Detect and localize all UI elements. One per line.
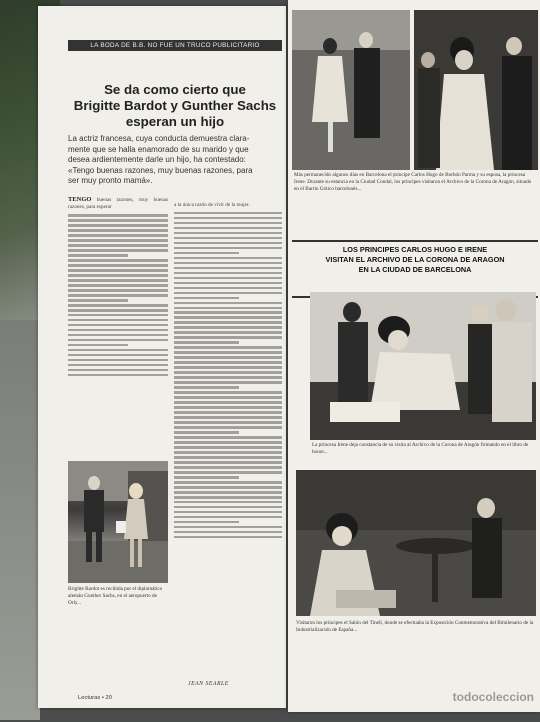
intro-line: ser muy pronto mamá». bbox=[68, 176, 153, 186]
article-column-1 bbox=[68, 196, 168, 458]
text-line bbox=[174, 406, 282, 409]
text-line bbox=[68, 264, 168, 267]
text-line bbox=[174, 302, 282, 305]
text-line bbox=[174, 466, 282, 469]
text-line bbox=[68, 339, 168, 342]
text-line bbox=[68, 354, 168, 357]
text-line bbox=[174, 516, 282, 519]
text-line bbox=[68, 344, 128, 347]
text-line bbox=[68, 219, 168, 222]
exhibition-photo bbox=[296, 470, 536, 616]
text-line bbox=[174, 326, 282, 329]
intro-paragraph bbox=[68, 134, 282, 187]
text-line bbox=[68, 299, 128, 302]
author-signature: JEAN SEARLE bbox=[188, 681, 229, 687]
signing-caption: La princesa Irene deja constancia de su visita al Archivo de la Corona de Aragón firmando en el libro de honor... bbox=[312, 442, 529, 455]
text-line bbox=[68, 249, 168, 252]
text-line bbox=[174, 346, 282, 349]
text-line bbox=[174, 311, 282, 314]
text-line bbox=[174, 217, 282, 220]
text-line bbox=[68, 239, 168, 242]
left-page bbox=[38, 6, 286, 708]
text-line bbox=[174, 287, 282, 290]
section-banner bbox=[292, 240, 538, 298]
text-line bbox=[174, 456, 282, 459]
text-line bbox=[68, 224, 168, 227]
text-line bbox=[174, 336, 282, 339]
text-line bbox=[68, 319, 168, 322]
text-line bbox=[174, 307, 282, 310]
text-line bbox=[68, 284, 168, 287]
text-line bbox=[68, 309, 168, 312]
text-line bbox=[68, 274, 168, 277]
text-line bbox=[174, 381, 282, 384]
text-line bbox=[174, 486, 282, 489]
text-line bbox=[174, 521, 239, 524]
headline-line: esperan un hijo bbox=[125, 114, 225, 129]
text-line bbox=[68, 349, 168, 352]
text-line bbox=[174, 436, 282, 439]
text-line bbox=[174, 371, 282, 374]
text-line bbox=[68, 214, 168, 217]
text-line bbox=[174, 361, 282, 364]
text-line bbox=[68, 314, 168, 317]
text-line bbox=[174, 481, 282, 484]
text-line bbox=[174, 496, 282, 499]
text-line bbox=[174, 267, 282, 270]
kicker-bar: LA BODA DE B.B. NO FUE UN TRUCO PUBLICITARIO bbox=[68, 40, 282, 51]
intro-line: desea ardientemente darle un hijo, ha contestado: bbox=[68, 155, 246, 165]
text-line bbox=[174, 386, 239, 389]
banner-line: LOS PRINCIPES CARLOS HUGO E IRENE bbox=[342, 245, 488, 254]
text-line bbox=[174, 471, 282, 474]
text-line bbox=[174, 441, 282, 444]
text-line bbox=[68, 364, 168, 367]
text-line bbox=[68, 259, 168, 262]
text-line bbox=[174, 247, 282, 250]
airport-photo bbox=[68, 461, 168, 583]
right-page bbox=[288, 0, 540, 712]
text-line bbox=[174, 511, 282, 514]
text-line bbox=[174, 272, 282, 275]
signing-photo bbox=[310, 292, 536, 440]
text-line bbox=[68, 269, 168, 272]
text-line bbox=[174, 222, 282, 225]
text-line bbox=[174, 237, 282, 240]
text-line bbox=[174, 501, 282, 504]
text-line bbox=[174, 212, 282, 215]
column-text: a la única razón de vivir de la mujer. bbox=[174, 202, 250, 208]
text-line bbox=[174, 297, 239, 300]
text-line bbox=[174, 506, 282, 509]
text-line bbox=[174, 351, 282, 354]
text-line bbox=[68, 324, 168, 327]
text-line bbox=[68, 244, 168, 247]
text-line bbox=[174, 232, 282, 235]
text-line bbox=[174, 341, 239, 344]
text-line bbox=[174, 316, 282, 319]
text-line bbox=[174, 396, 282, 399]
intro-line: La actriz francesa, cuya conducta demuestra clara- bbox=[68, 134, 250, 143]
text-line bbox=[174, 526, 282, 529]
text-line bbox=[68, 234, 168, 237]
princess-photo bbox=[414, 10, 538, 170]
text-line bbox=[174, 282, 282, 285]
article-column-2 bbox=[174, 202, 282, 722]
text-line bbox=[68, 334, 168, 337]
intro-line: mente que se halla enamorado de su marido y que bbox=[68, 144, 249, 154]
text-line bbox=[174, 531, 282, 534]
text-line bbox=[68, 254, 128, 257]
watermark-logo: todocoleccion bbox=[452, 690, 534, 704]
text-line bbox=[68, 294, 168, 297]
text-line bbox=[174, 331, 282, 334]
text-line bbox=[174, 401, 282, 404]
text-line bbox=[174, 491, 282, 494]
exhibition-caption: Visitaron los príncipes el Salón del Tinell, donde se efectuaba la Exposición Conmemorativa del Bimilenario de la Industrialización de España... bbox=[296, 620, 534, 633]
text-line bbox=[174, 536, 282, 539]
text-line bbox=[68, 369, 168, 372]
text-line bbox=[174, 391, 282, 394]
text-line bbox=[174, 431, 239, 434]
page-folio: Lecturas • 20 bbox=[78, 695, 112, 701]
text-line bbox=[68, 289, 168, 292]
text-line bbox=[174, 321, 282, 324]
body-text-lines bbox=[174, 212, 282, 539]
text-line bbox=[174, 227, 282, 230]
text-line bbox=[174, 277, 282, 280]
body-text-lines bbox=[68, 214, 168, 376]
background-wall bbox=[0, 320, 40, 720]
text-line bbox=[68, 304, 168, 307]
wedding-photo bbox=[292, 10, 410, 170]
text-line bbox=[174, 292, 282, 295]
text-line bbox=[174, 426, 282, 429]
text-line bbox=[174, 421, 282, 424]
text-line bbox=[174, 411, 282, 414]
text-line bbox=[68, 359, 168, 362]
text-line bbox=[68, 374, 168, 377]
text-line bbox=[68, 279, 168, 282]
text-line bbox=[174, 376, 282, 379]
headline-line: Se da como cierto que bbox=[104, 82, 246, 97]
text-line bbox=[68, 229, 168, 232]
headline-line: Brigitte Bardot y Gunther Sachs bbox=[73, 98, 277, 113]
text-line bbox=[174, 262, 282, 265]
intro-line: «Tengo buenas razones, muy buenas razones, para bbox=[68, 165, 253, 175]
airport-caption: Brigitte Bardot es recibida por el diplomático alemán Gunther Sachs, en el aeropuerto de Orly... bbox=[68, 586, 163, 606]
text-line bbox=[174, 242, 282, 245]
text-line bbox=[174, 461, 282, 464]
text-line bbox=[174, 356, 282, 359]
text-line bbox=[174, 257, 282, 260]
text-line bbox=[174, 252, 239, 255]
lead-word: TENGO bbox=[68, 196, 92, 203]
banner-line: VISITAN EL ARCHIVO DE LA CORONA DE ARAGON bbox=[325, 255, 505, 264]
headline bbox=[68, 82, 282, 130]
text-line bbox=[68, 329, 168, 332]
top-photo-caption: Más permanecido algunos días en Barcelona el príncipe Carlos Hugo de Borbón Parma y su esposa, la princesa Irene. Durante su estancia en la Ciudad Condal, los príncipes visitaron el Archivo de la Corona de Aragón, situado en el Barrio Gótico barcelonés... bbox=[294, 172, 532, 192]
column-text: buenas razones, muy buenas razones, para esperar bbox=[68, 197, 168, 211]
text-line bbox=[174, 476, 239, 479]
text-line bbox=[174, 451, 282, 454]
text-line bbox=[174, 446, 282, 449]
text-line bbox=[174, 366, 282, 369]
text-line bbox=[174, 416, 282, 419]
banner-line: EN LA CIUDAD DE BARCELONA bbox=[358, 265, 472, 274]
